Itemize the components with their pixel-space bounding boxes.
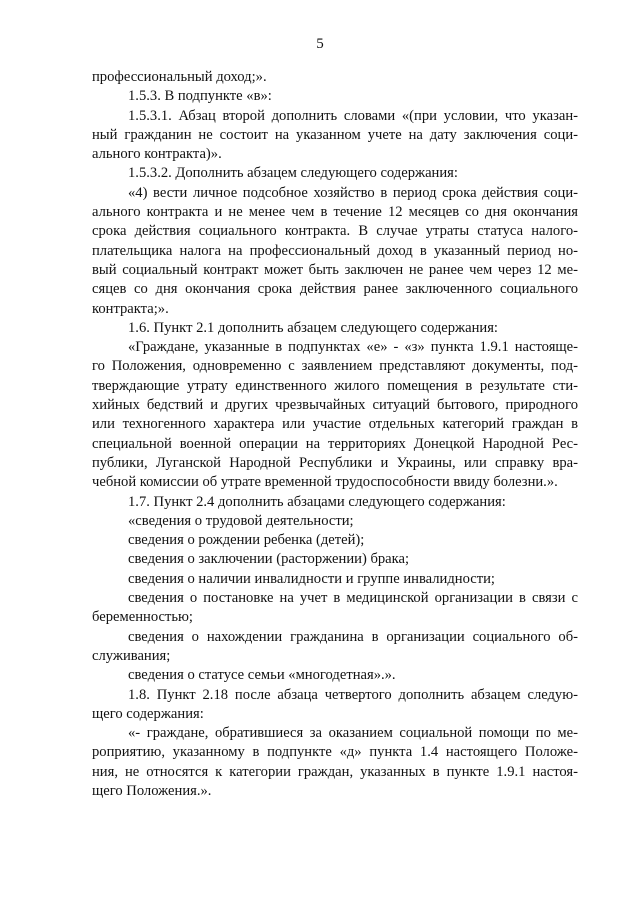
text-line: «- граждане, обратившиеся за оказанием социальной помощи по ме- <box>128 725 578 742</box>
text-line: ния, не относятся к категории граждан, указанных в пункте 1.9.1 настоя- <box>92 763 578 780</box>
text-line: го Положения, одновременно с заявлением представляют документы, под- <box>92 358 578 375</box>
text-line: беременностью; <box>92 609 193 626</box>
text-line: сведения о заключении (расторжении) брака; <box>128 551 410 568</box>
text-line: или техногенного характера или участие отдельных категорий граждан в <box>92 416 578 433</box>
text-line: контракта;». <box>92 300 169 317</box>
text-line: специальной военной операции на территориях Донецкой Народной Рес- <box>92 435 578 452</box>
text-line: чебной комиссии об утрате временной трудоспособности ввиду болезни.». <box>92 474 558 491</box>
text-line: срока действия социального контракта. В случае утраты статуса налого- <box>92 223 578 240</box>
text-line: 1.5.3.2. Дополнить абзацем следующего содержания: <box>128 165 458 182</box>
text-line: 1.6. Пункт 2.1 дополнить абзацем следующего содержания: <box>128 319 498 336</box>
text-line: тверждающие утрату единственного жилого помещения в результате сти- <box>92 377 578 394</box>
text-line: щего содержания: <box>92 705 204 722</box>
text-line: публики, Луганской Народной Республики и Украины, или справку вра- <box>92 454 578 471</box>
text-line: 1.7. Пункт 2.4 дополнить абзацами следующего содержания: <box>128 493 506 510</box>
document-body <box>92 68 578 801</box>
text-line: сведения о статусе семьи «многодетная».». <box>128 667 396 684</box>
text-line: сяцев со дня окончания срока действия ранее заключенного социального <box>92 281 578 298</box>
text-line: профессиональный доход;». <box>92 69 267 85</box>
text-line: служивания; <box>92 647 171 664</box>
text-line: щего Положения.». <box>92 782 212 799</box>
text-line: 1.5.3.1. Абзац второй дополнить словами «(при условии, что указан- <box>128 107 578 124</box>
text-line: 1.8. Пункт 2.18 после абзаца четвертого дополнить абзацем следую- <box>128 686 578 703</box>
text-line: вый социальный контракт может быть заключен не ранее чем через 12 ме- <box>92 261 578 278</box>
text-line: «сведения о трудовой деятельности; <box>128 512 354 529</box>
text-line: ального контракта)». <box>92 146 222 163</box>
text-line: сведения о рождении ребенка (детей); <box>128 532 365 549</box>
text-line: сведения о наличии инвалидности и группе инвалидности; <box>128 570 495 587</box>
text-line: ный гражданин не состоит на указанном учете на дату заключения соци- <box>92 126 578 143</box>
text-line: роприятию, указанному в подпункте «д» пункта 1.4 настоящего Положе- <box>92 744 578 761</box>
text-line: 1.5.3. В подпункте «в»: <box>128 88 272 105</box>
text-line: плательщика налога на профессиональный доход в указанный период но- <box>92 242 578 259</box>
text-line: сведения о постановке на учет в медицинской организации в связи с <box>128 590 578 607</box>
text-line: хийных бедствий и других чрезвычайных ситуаций бытового, природного <box>92 397 578 414</box>
text-line: ального контракта и не менее чем в течение 12 месяцев со дня окончания <box>92 204 578 221</box>
text-line: «4) вести личное подсобное хозяйство в период срока действия соци- <box>128 184 578 201</box>
text-line: сведения о нахождении гражданина в организации социального об- <box>128 628 578 645</box>
text-line: «Граждане, указанные в подпунктах «е» - «з» пункта 1.9.1 настояще- <box>128 339 578 356</box>
page-number: 5 <box>316 36 324 52</box>
